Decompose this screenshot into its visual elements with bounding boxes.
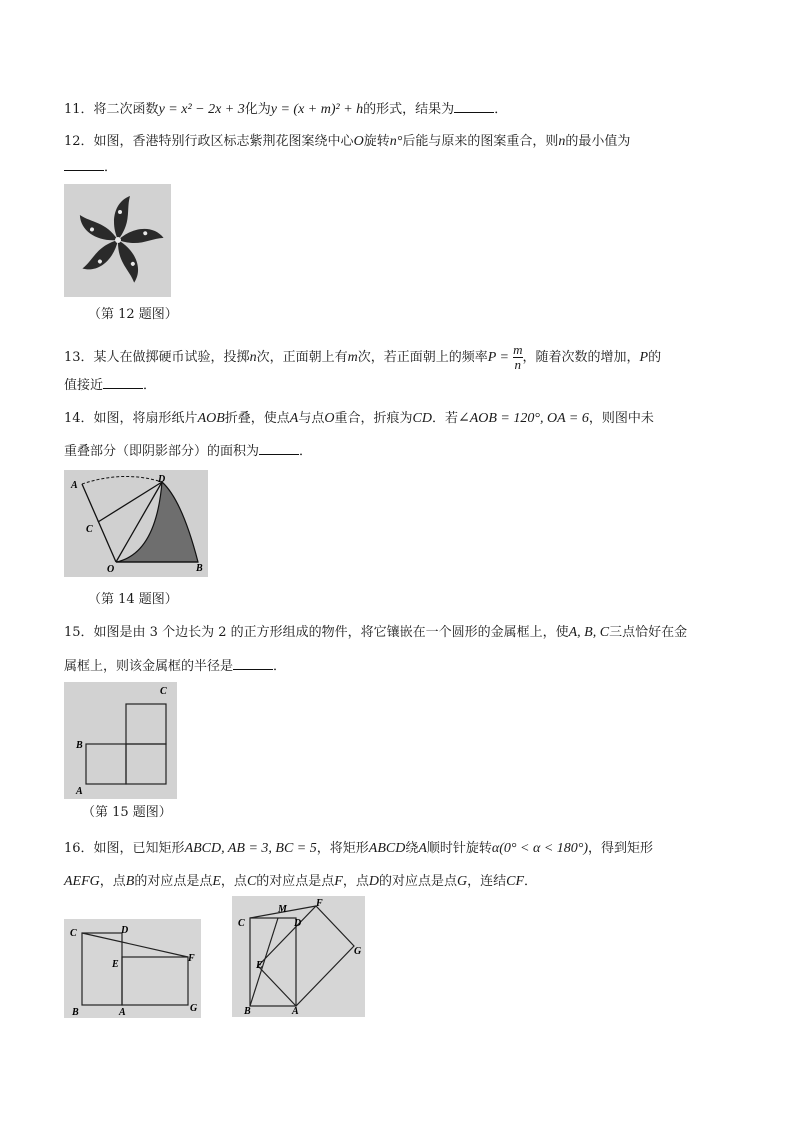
label-d: D — [158, 474, 166, 485]
q16-text-9: 的对应点是点 — [256, 874, 335, 889]
q12-text-1: 如图，香港特别行政区标志紫荆花图案绕中心 — [93, 134, 354, 149]
q15-text-2: 三点恰好在金 — [609, 625, 688, 640]
q13-p: P = — [487, 350, 509, 365]
q16-number: 16． — [64, 841, 94, 856]
q12-point-o: O — [353, 134, 364, 149]
q11-end: ． — [494, 102, 508, 117]
q11-number: 11． — [64, 102, 94, 117]
q14-text-1: 如图，将扇形纸片 — [93, 411, 198, 426]
q13-text-2: 次，正面朝上有 — [256, 350, 348, 365]
q14-text-6: ，则图中未 — [588, 411, 654, 426]
q13-text-5: 的 — [648, 350, 662, 365]
label-b: B — [72, 1007, 79, 1018]
q16-text-2: ，将矩形 — [316, 841, 369, 856]
question-14 — [64, 410, 654, 428]
sector-fold-figure — [64, 470, 208, 577]
q13-text-4: ，随着次数的增加， — [522, 350, 640, 365]
label-g: G — [190, 1003, 198, 1014]
q16-end: ． — [524, 874, 538, 889]
question-12-cont — [64, 158, 117, 177]
question-13-cont — [64, 376, 156, 395]
answer-blank[interactable] — [259, 442, 299, 455]
q11-text-2: 化为 — [244, 102, 271, 117]
q16-condition: ABCD, AB = 3, BC = 5 — [184, 841, 317, 856]
q13-text-6: 值接近 — [64, 378, 104, 393]
q11-expr-1: y = x² − 2x + 3 — [158, 102, 245, 117]
q16-e: E — [212, 874, 221, 889]
q14-text-2: 折叠，使点 — [224, 411, 290, 426]
q14-text-3: 与点 — [298, 411, 325, 426]
question-13 — [64, 343, 661, 372]
question-12 — [64, 133, 630, 151]
bauhinia-figure — [64, 184, 171, 297]
question-15 — [64, 624, 687, 642]
q13-n: n — [249, 350, 257, 365]
label-m: M — [278, 904, 287, 915]
q12-text-4: 的最小值为 — [565, 134, 631, 149]
q16-abcd: ABCD — [368, 841, 406, 856]
label-c: C — [238, 918, 245, 929]
q15-points: A, B, C — [568, 625, 610, 640]
q15-number: 15． — [64, 625, 94, 640]
label-d: D — [121, 925, 129, 936]
q16-cf: CF — [506, 874, 525, 889]
q16-text-3: 绕 — [405, 841, 419, 856]
answer-blank[interactable] — [64, 158, 104, 171]
q13-end: ． — [143, 378, 157, 393]
label-c: C — [70, 928, 77, 939]
q14-number: 14． — [64, 411, 94, 426]
q15-caption: （第 15 题图） — [82, 805, 172, 820]
label-a: A — [71, 480, 78, 491]
q12-angle: n° — [389, 134, 403, 149]
q12-caption: （第 12 题图） — [88, 307, 178, 322]
question-15-cont — [64, 657, 286, 676]
q14-o: O — [324, 411, 335, 426]
q13-text-1: 某人在做掷硬币试验，投掷 — [93, 350, 250, 365]
rectangle-rotation-figure-1 — [64, 919, 201, 1018]
q11-expr-2: y = (x + m)² + h — [270, 102, 364, 117]
label-e: E — [112, 959, 119, 970]
q14-caption: （第 14 题图） — [88, 592, 178, 607]
question-16-cont — [64, 873, 537, 891]
q16-text-12: ，连结 — [467, 874, 507, 889]
q15-end: ． — [273, 659, 287, 674]
q11-text-3: 的形式，结果为 — [363, 102, 455, 117]
q11-text-1: 将二次函数 — [93, 102, 159, 117]
q15-text-3: 属框上，则该金属框的半径是 — [64, 659, 234, 674]
q14-aob: AOB — [197, 411, 225, 426]
q14-cd: CD — [412, 411, 432, 426]
label-a: A — [76, 786, 83, 797]
q16-text-4: 顺时针旋转 — [426, 841, 492, 856]
q13-fraction — [513, 343, 522, 372]
q14-text-5: ．若 — [431, 411, 458, 426]
q16-a: A — [418, 841, 427, 856]
q16-d: D — [368, 874, 379, 889]
q13-p2: P — [639, 350, 649, 365]
label-f: F — [188, 953, 195, 964]
fraction-denominator: n — [514, 357, 522, 372]
label-e: E — [256, 960, 263, 971]
q12-text-3: 后能与原来的图案重合，则 — [402, 134, 559, 149]
answer-blank[interactable] — [233, 657, 273, 670]
rectangle-rotation-figure-2 — [232, 896, 365, 1017]
q16-g: G — [457, 874, 468, 889]
label-c: C — [160, 686, 167, 697]
label-d: D — [294, 918, 302, 929]
question-11 — [64, 100, 507, 119]
q14-text-4: 重合，折痕为 — [334, 411, 413, 426]
label-b: B — [76, 740, 83, 751]
q16-text-11: 的对应点是点 — [379, 874, 458, 889]
answer-blank[interactable] — [454, 100, 494, 113]
q15-text-1: 如图是由 3 个边长为 2 的正方形组成的物件，将它镶嵌在一个圆形的金属框上，使 — [93, 625, 569, 640]
q16-c: C — [246, 874, 257, 889]
question-14-cont — [64, 442, 312, 461]
q12-text-2: 旋转 — [363, 134, 390, 149]
squares-figure — [64, 682, 177, 799]
q16-text-8: ，点 — [220, 874, 247, 889]
label-o: O — [107, 564, 115, 575]
label-c: C — [86, 524, 93, 535]
q14-condition: ∠AOB = 120°, OA = 6 — [457, 411, 589, 426]
question-16 — [64, 840, 653, 858]
q14-end: ． — [299, 444, 313, 459]
q13-m: m — [347, 350, 358, 365]
q16-alpha: α(0° < α < 180°) — [491, 841, 589, 856]
fraction-numerator: m — [513, 342, 523, 357]
q16-aefg: AEFG — [64, 874, 100, 889]
q13-text-3: 次，若正面朝上的频率 — [357, 350, 488, 365]
label-g: G — [354, 946, 362, 957]
q14-text-7: 重叠部分（即阴影部分）的面积为 — [64, 444, 260, 459]
label-b: B — [196, 563, 203, 574]
q16-b: B — [125, 874, 135, 889]
label-a: A — [292, 1006, 299, 1017]
label-b: B — [244, 1006, 251, 1017]
q13-number: 13． — [64, 350, 94, 365]
answer-blank[interactable] — [103, 376, 143, 389]
q16-text-1: 如图，已知矩形 — [93, 841, 185, 856]
q12-end: ． — [104, 160, 118, 175]
q12-number: 12． — [64, 134, 94, 149]
label-f: F — [316, 898, 323, 909]
q14-a: A — [289, 411, 299, 426]
q16-text-7: 的对应点是点 — [134, 874, 213, 889]
q12-n: n — [558, 134, 566, 149]
q16-text-5: ，得到矩形 — [588, 841, 654, 856]
q16-text-6: ，点 — [99, 874, 126, 889]
q16-text-10: ，点 — [342, 874, 369, 889]
q16-f: F — [334, 874, 343, 889]
label-a: A — [119, 1007, 126, 1018]
